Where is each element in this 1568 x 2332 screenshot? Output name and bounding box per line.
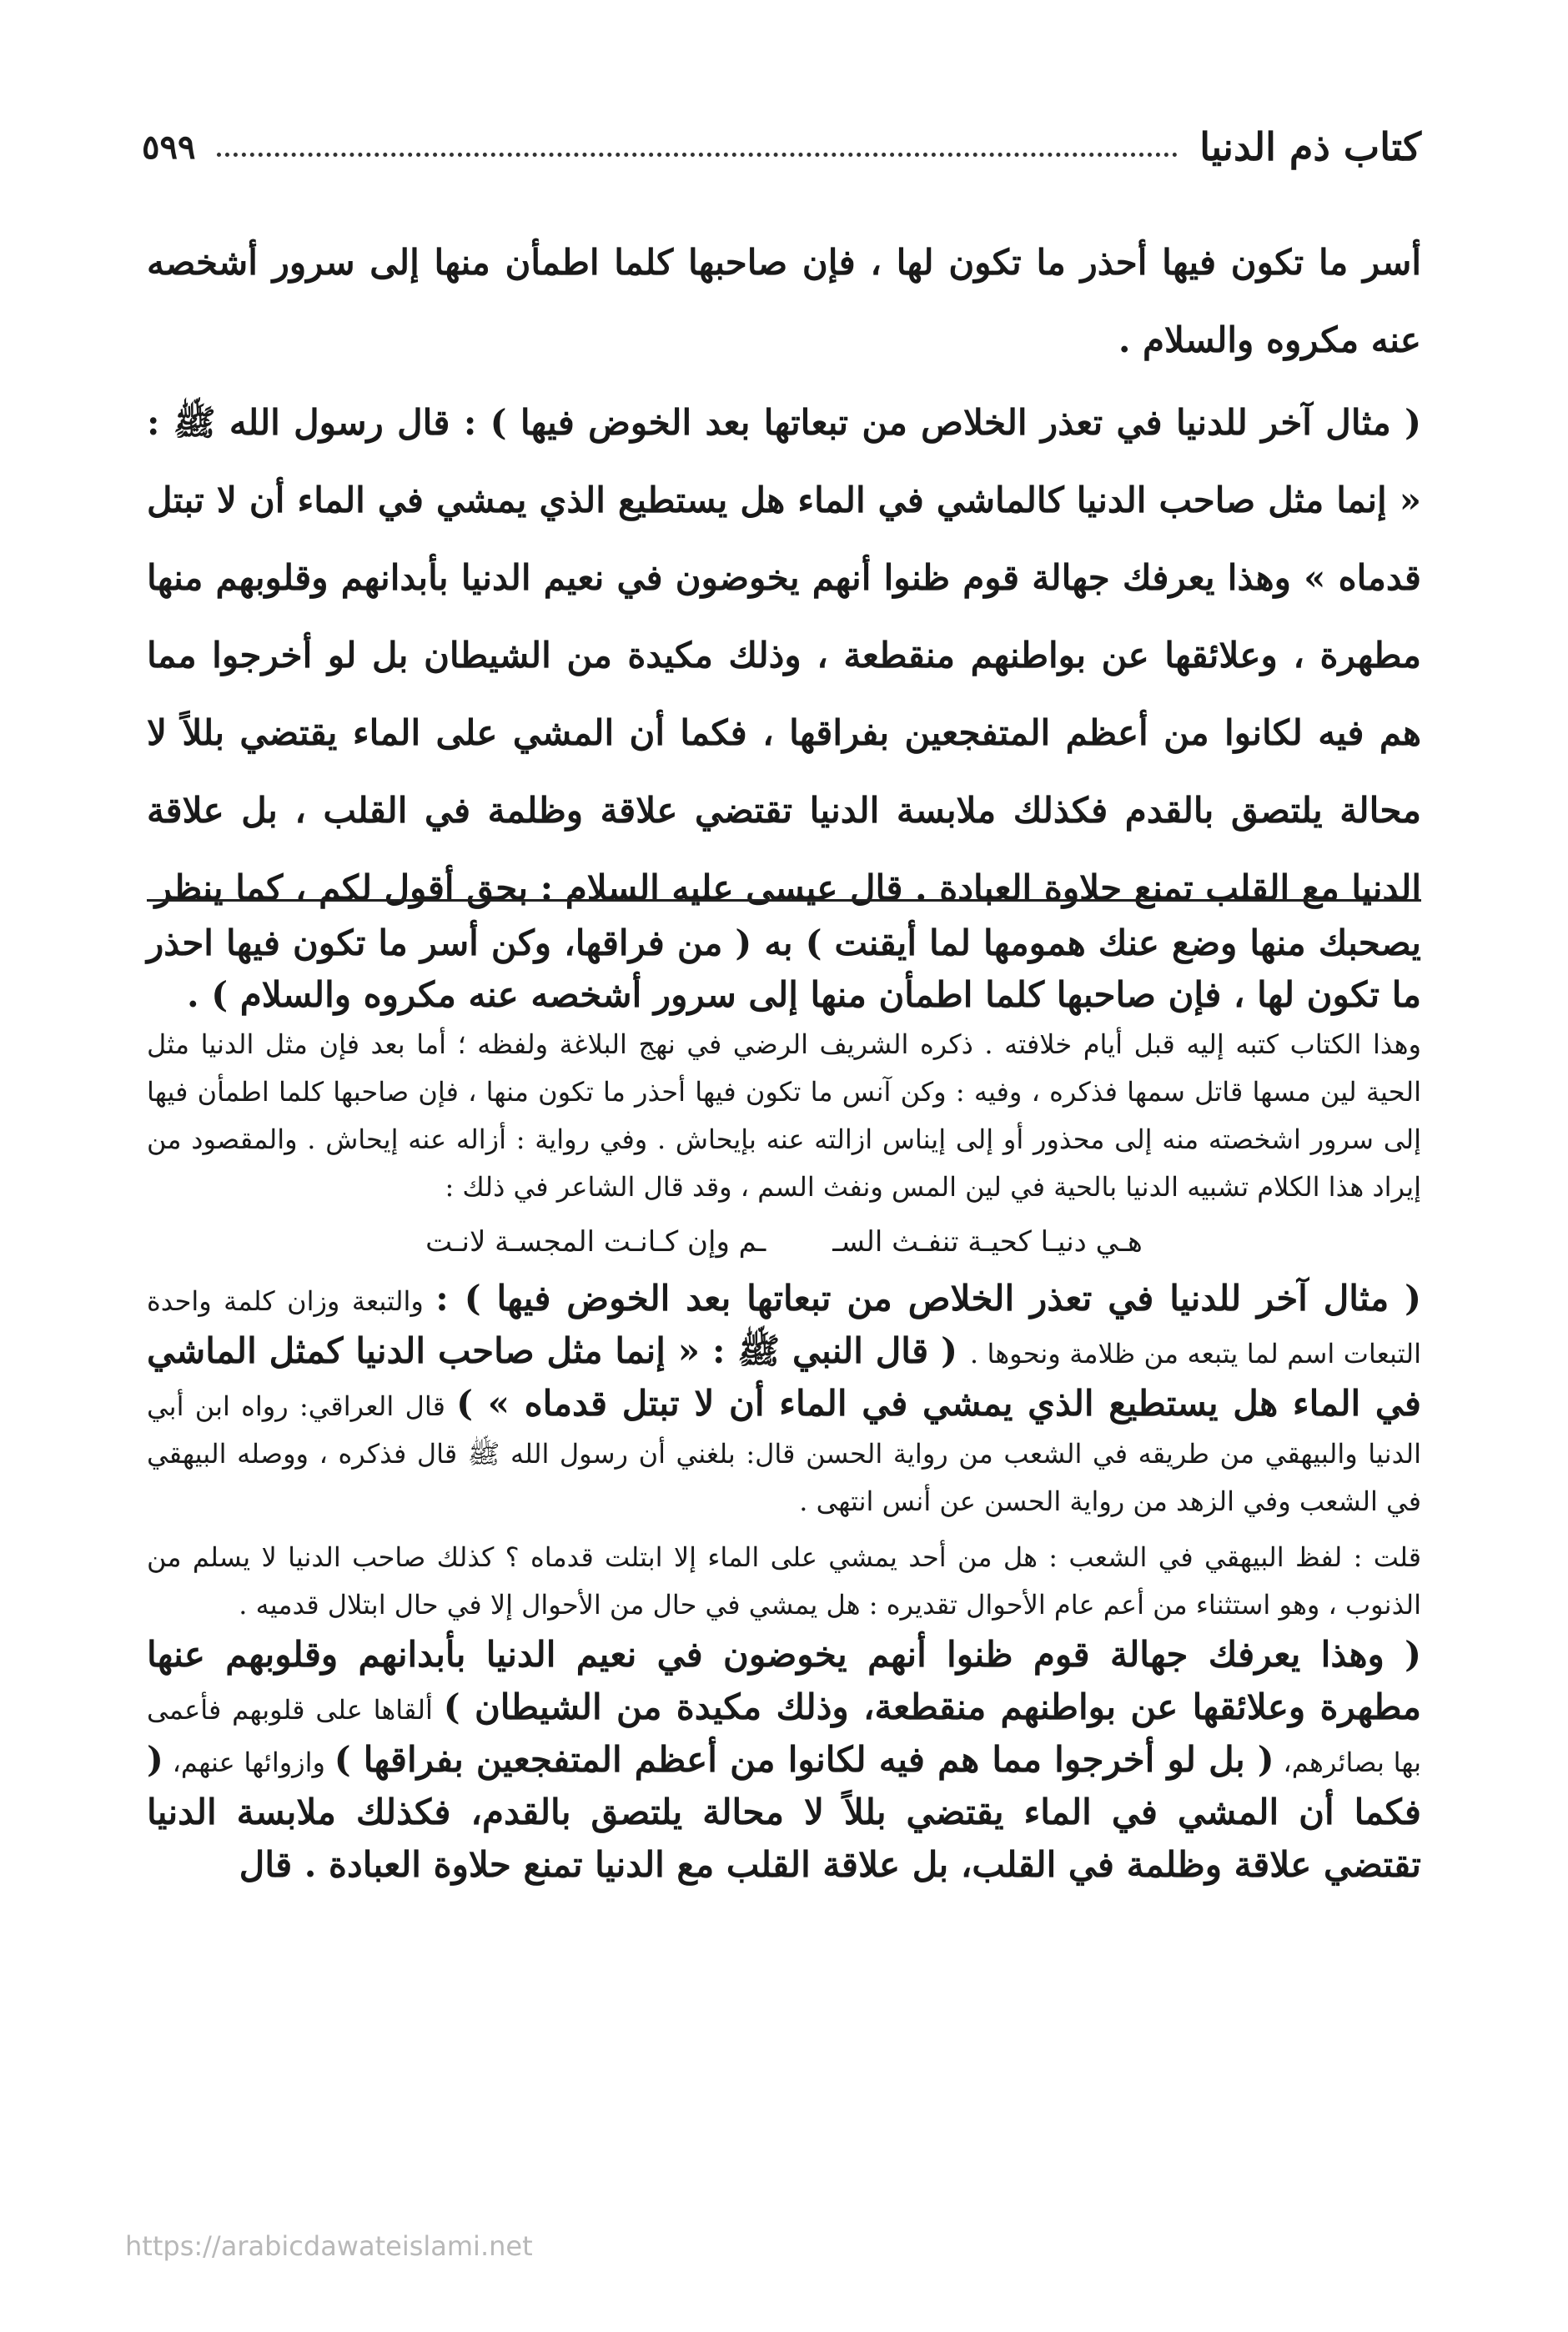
page-number: ٥٩٩ xyxy=(142,127,196,167)
commentary-text: وازوائها عنهم، xyxy=(163,1746,334,1778)
main-paragraph-2: ( مثال آخر للدنيا في تعذر الخلاص من تبعاتها بعد الخوض فيها ) : قال رسول الله ﷺ : « إنما مثل صاحب الدنيا كالماشي في الماء هل يستطيع الذي يمشي في الماء أن لا تبتل قدماه » وهذا يعرفك جهالة قوم ظنوا أنهم يخوضون في نعيم الدنيا بأبدانهم وقلوبهم منها مطهرة ، وعلائقها عن بواطنهم منقطعة ، وذلك مكيدة من الشيطان بل لو أخرجوا مما هم فيه لكانوا من أعظم المتفجعين بفراقها ، فكما أن المشي على الماء يقتضي بللاً لا محالة يلتصق بالقدم فكذلك ملابسة الدنيا تقتضي علاقة وظلمة في القلب ، بل علاقة الدنيا مع القلب تمنع حلاوة العبادة . قال عيسى عليه السلام : بحق أقول لكم ، كما ينظر xyxy=(147,402,1421,908)
verse-first-hemistich: هـي دنيـا كحيـة تنفـث السـ xyxy=(832,1225,1143,1259)
running-header xyxy=(142,117,1421,177)
quoted-text: ( وهذا يعرفك جهالة قوم ظنوا أنهم يخوضون في نعيم الدنيا بأبدانهم وقلوبهم عنها مطهرة وعلائقها عن بواطنهم منقطعة، وذلك مكيدة من الشيطان ) xyxy=(147,1634,1421,1727)
commentary-text: قال العراقي: رواه ابن أبي الدنيا والبيهقي من طريقه في الشعب من رواية الحسن قال: بلغني أن رسول الله ﷺ قال فذكره ، ووصله البيهقي في الشعب وفي الزهد من رواية الحسن عن أنس انتهى . xyxy=(147,1390,1422,1517)
watermark-url: https://arabicdawateislami.net xyxy=(125,2230,533,2262)
commentary-text: والتبعة وزان كلمة واحدة التبعات اسم لما يتبعه من ظلامة ونحوها . xyxy=(147,1285,1421,1370)
poetry-verse xyxy=(147,1214,1421,1269)
quoted-text: ( بل لو أخرجوا مما هم فيه لكانوا من أعظم المتفجعين بفراقها ) xyxy=(334,1739,1274,1780)
chapter-title: كتاب ذم الدنيا xyxy=(1199,124,1421,169)
hadith-quote: ( قال النبي ﷺ : « إنما مثل صاحب الدنيا كمثل الماشي في الماء هل يستطيع الذي يمشي في الماء أن لا تبتل قدماه » ) xyxy=(147,1330,1422,1424)
verse-second-hemistich: ـم وإن كـانـت المجسـة لانـت xyxy=(425,1225,766,1259)
quoted-text: ( فكما أن المشي في الماء يقتضي بللاً لا محالة يلتصق بالقدم، فكذلك ملابسة الدنيا تقتضي علاقة وظلمة في القلب، بل علاقة القلب مع الدنيا تمنع حلاوة العبادة . قال xyxy=(147,1739,1421,1885)
commentary-paragraph-1: يصحبك منها وضع عنك همومها لما أيقنت ) به ( من فراقها، وكن أسر ما تكون فيها احذر ما تكون لها ، فإن صاحبها كلما اطمأن منها إلى سرور أشخصه عنه مكروه والسلام ) . xyxy=(147,922,1421,1015)
header-dot-leader xyxy=(217,153,1178,157)
commentary-paragraph-5 xyxy=(147,1629,1421,1892)
commentary-paragraph-2: وهذا الكتاب كتبه إليه قبل أيام خلافته . ذكره الشريف الرضي في نهج البلاغة ولفظه ؛ أما بعد فإن مثل الدنيا مثل الحية لين مسها قاتل سمها فذكره ، وفيه : وكن آنس ما تكون فيها أحذر ما تكون منها ، فإن صاحبها كلما اطمأن فيها إلى سرور اشخصته منه إلى محذور أو إلى إيناس ازالته عنه بإيحاش . وفي رواية : أزاله عنه إيحاش . والمقصود من إيراد هذا الكلام تشبيه الدنيا بالحية في لين المس ونفث السم ، وقد قال الشاعر في ذلك : xyxy=(147,1028,1422,1203)
main-text xyxy=(147,224,1421,927)
commentary-heading: ( مثال آخر للدنيا في تعذر الخلاص من تبعاتها بعد الخوض فيها ) : xyxy=(435,1278,1421,1319)
commentary-paragraph-3 xyxy=(147,1273,1421,1525)
commentary-paragraph-4: قلت : لفظ البيهقي في الشعب : هل من أحد يمشي على الماء إلا ابتلت قدماه ؟ كذلك صاحب الدنيا لا يسلم من الذنوب ، وهو استثناء من أعم عام الأحوال تقديره : هل يمشي في حال من الأحوال إلا في حال ابتلال قدميه . xyxy=(147,1541,1421,1621)
commentary-text: ألقاها على قلوبهم فأعمى بها بصائرهم، xyxy=(147,1694,1421,1778)
footnote-divider xyxy=(147,899,1421,902)
commentary xyxy=(147,917,1421,1892)
main-paragraph-1: أسر ما تكون فيها أحذر ما تكون لها ، فإن صاحبها كلما اطمأن منها إلى سرور أشخصه عنه مكروه والسلام . xyxy=(147,242,1421,360)
